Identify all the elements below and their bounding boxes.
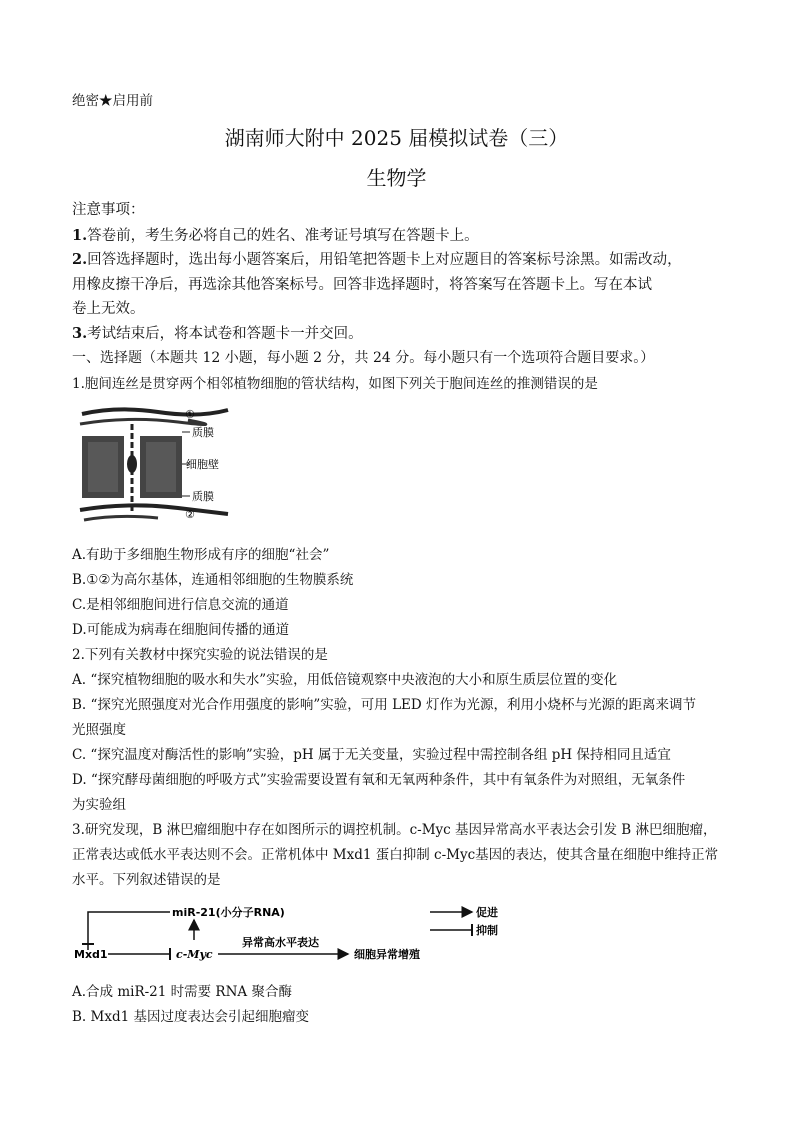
marker-2: ② [185,508,195,521]
note-2-line-3: 卷上无效。 [72,301,145,317]
upper-membrane-band [82,409,228,414]
q2-stem: 2.下列有关教材中探究实验的说法错误的是 [72,647,328,663]
q2-option-b-line-1: B. “探究光照强度对光合作用强度的影响”实验，可用 LED 灯作为光源，利用小烧杯与光源的距离来调节 [72,697,697,713]
note-1-number: 1. [72,227,88,244]
proliferation-label: 细胞异常增殖 [354,948,420,961]
q3-option-b: B. Mxd1 基因过度表达会引起细胞瘤变 [72,1009,309,1025]
exam-title: 湖南师大附中 2025 届模拟试卷（三） [224,126,569,150]
note-2-line-1 [72,251,682,269]
q1-option-a: A.有助于多细胞生物形成有序的细胞“社会” [72,547,330,563]
q3-stem-line-1: 3.研究发现，B 淋巴瘤细胞中存在如图所示的调控机制。c-Myc 基因异常高水平表达会引发 B 淋巴细胞瘤， [72,822,717,838]
q2-option-b-line-2: 光照强度 [72,722,126,738]
q3-stem-line-2: 正常表达或低水平表达则不会。正常机体中 Mxd1 蛋白抑制 c-Myc基因的表达，使其含量在细胞中维持正常 [72,847,719,863]
q1-option-c: C.是相邻细胞间进行信息交流的通道 [72,597,289,613]
q1-stem: 1.胞间连丝是贯穿两个相邻植物细胞的管状结构，如图下列关于胞间连丝的推测错误的是 [72,376,598,392]
q1-option-b: B.①②为高尔基体，连通相邻细胞的生物膜系统 [72,572,354,588]
legend-inhibit-label: 抑制 [476,924,498,937]
q2-option-c: C. “探究温度对酶活性的影响”实验，pH 属于无关变量，实验过程中需控制各组 pH 保持相同且适宜 [72,747,671,763]
q2-option-a: A. “探究植物细胞的吸水和失水”实验，用低倍镜观察中央液泡的大小和原生质层位置的变化 [72,672,618,688]
mxd1-to-mir21-line [88,912,170,946]
note-2-text-1: 回答选择题时，选出每小题答案后，用铅笔把答题卡上对应题目的答案标号涂黑。如需改动， [87,252,682,268]
marker-1: ① [185,408,195,421]
note-3-text: 考试结束后，将本试卷和答题卡一并交回。 [87,326,363,342]
label-plasma-membrane-bottom: 质膜 [192,490,214,503]
cmyc-label: c-Myc [176,948,213,961]
regulation-diagram [74,900,534,970]
label-cell-wall: 细胞壁 [186,458,219,471]
note-3-number: 3. [72,325,88,342]
note-1-text: 答卷前，考生务必将自己的姓名、准考证号填写在答题卡上。 [87,228,479,244]
q3-option-a: A.合成 miR-21 时需要 RNA 聚合酶 [72,984,292,1000]
q2-option-d-line-2: 为实验组 [72,797,126,813]
section-1-heading: 一、选择题（本题共 12 小题，每小题 2 分，共 24 分。每小题只有一个选项符合题目要求。） [72,350,655,366]
abnormal-expression-label: 异常高水平表达 [242,936,319,949]
label-plasma-membrane-top: 质膜 [192,426,214,439]
confidential-label: 绝密★启用前 [72,93,153,109]
legend-promote-label: 促进 [476,906,498,919]
notes-heading: 注意事项： [72,202,145,218]
q3-stem-line-3: 水平。下列叙述错误的是 [72,872,221,888]
subject-title: 生物学 [366,166,427,190]
plasmodesmata-figure [78,402,238,530]
note-1 [72,227,479,245]
q1-option-d: D.可能成为病毒在细胞间传播的通道 [72,622,290,638]
mir21-label: miR-21(小分子RNA) [172,906,285,919]
mxd1-label: Mxd1 [74,948,108,961]
q2-option-d-line-1: D. “探究酵母菌细胞的呼吸方式”实验需要设置有氧和无氧两种条件，其中有氧条件为对照组，无氧条件 [72,772,686,788]
note-3 [72,325,363,343]
note-2-line-2: 用橡皮擦干净后，再选涂其他答案标号。回答非选择题时，将答案写在答题卡上。写在本试 [72,277,652,293]
lower-membrane-band [80,505,228,514]
note-2-number: 2. [72,251,88,268]
